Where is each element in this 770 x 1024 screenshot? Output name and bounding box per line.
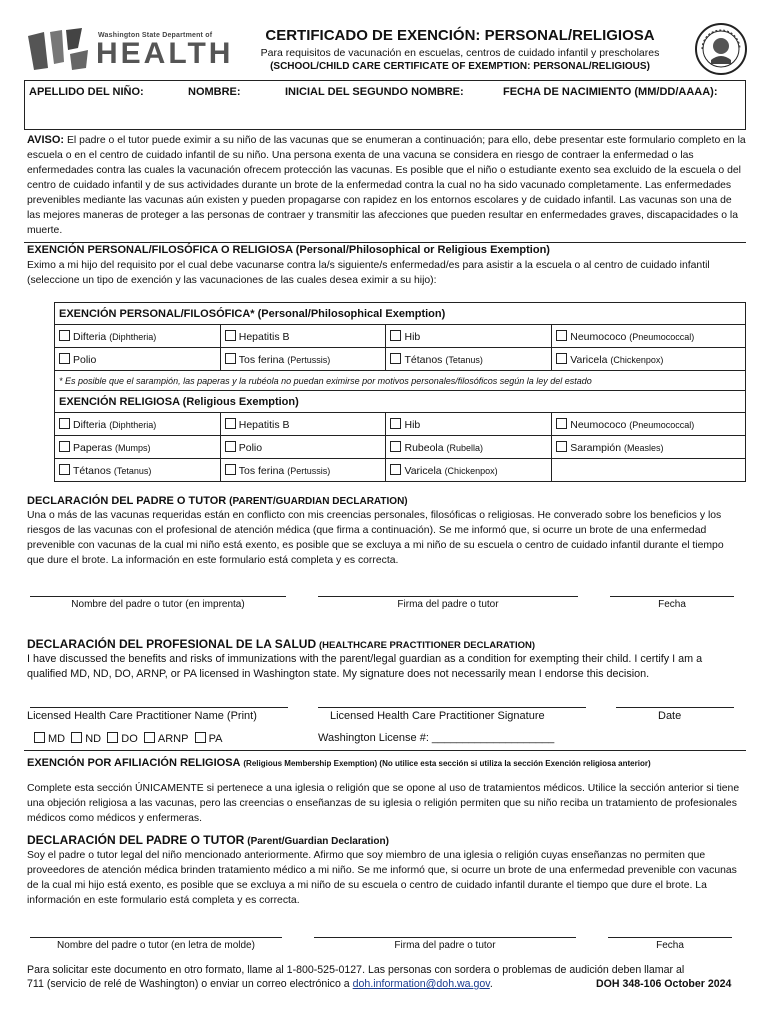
vaccine-name-english: (Pneumococcal) bbox=[629, 419, 695, 430]
last-name-label: APELLIDO DEL NIÑO: bbox=[29, 86, 144, 98]
license-number-field[interactable]: Washington License #: ____________________ bbox=[318, 732, 555, 744]
practitioner-name-label: Licensed Health Care Practitioner Name (Print) bbox=[27, 710, 257, 722]
checkbox-icon[interactable] bbox=[556, 330, 567, 341]
parent-signature-label: Firma del padre o tutor bbox=[397, 599, 499, 610]
vaccine-option[interactable] bbox=[386, 413, 552, 436]
birth-date-label: FECHA DE NACIMIENTO (MM/DD/AAAA): bbox=[503, 86, 718, 98]
practitioner-signature-label: Licensed Health Care Practitioner Signature bbox=[330, 710, 545, 722]
vaccine-option[interactable] bbox=[386, 348, 552, 371]
vaccine-name-english: (Pertussis) bbox=[287, 354, 331, 365]
vaccine-option[interactable] bbox=[55, 348, 221, 371]
vaccine-option[interactable] bbox=[220, 348, 386, 371]
parent-declaration2-heading bbox=[27, 833, 743, 849]
checkbox-icon[interactable] bbox=[225, 464, 236, 475]
vaccine-row bbox=[55, 436, 746, 459]
vaccine-row bbox=[55, 348, 746, 371]
vaccine-name: Difteria bbox=[73, 418, 107, 431]
parent-declaration2-title: DECLARACIÓN DEL PADRE O TUTOR bbox=[27, 833, 245, 847]
parent-name-label: Nombre del padre o tutor (en imprenta) bbox=[71, 599, 245, 610]
personal-exemption-header: EXENCIÓN PERSONAL/FILOSÓFICA* (Personal/Philosophical Exemption) bbox=[55, 303, 746, 325]
footer-line1: Para solicitar este documento en otro formato, llame al 1-800-525-0127. Las personas con sordera o problemas de audición deben llamar al bbox=[27, 964, 685, 976]
notice-label: AVISO: bbox=[27, 134, 65, 146]
credential-nd[interactable]: ND bbox=[71, 733, 101, 745]
form-subtitle: Para requisitos de vacunación en escuelas, centros de cuidado infantil y prescholares bbox=[260, 47, 660, 59]
checkbox-icon[interactable] bbox=[556, 418, 567, 429]
state-seal-icon bbox=[694, 22, 748, 76]
vaccine-name-english: (Pertussis) bbox=[287, 465, 331, 476]
checkbox-icon[interactable] bbox=[59, 353, 70, 364]
parent-declaration-text: Una o más de las vacunas requeridas están en conflicto con mis creencias personales, filosóficas o religiosas. He converado sobre los beneficios y los riesgos de las vacunas con el profesional de atención médica (que firma a continuación). Se me informó que, si ocurre un brote de una enfermedad prevenible con vacunas de la cual mi niño está exento, es posible que se excluya a mi niño de su escuela o centro de cuidado infantil durante el tiempo que dure el brote. La información en este formulario está completa y es correcta. bbox=[27, 510, 724, 566]
practitioner-date-label: Date bbox=[658, 710, 682, 722]
parent-signature-line[interactable] bbox=[318, 596, 578, 597]
exemption-intro: Eximo a mi hijo del requisito por el cual debe vacunarse contra la/s siguiente/s enfermedad/es para asistir a la escuela o al centro de cuidado infantil (seleccione un tipo de exención y las vacunaciones de las cuales desea eximir a su hijo): bbox=[27, 260, 710, 286]
vaccine-name: Varicela bbox=[404, 464, 442, 477]
checkbox-icon[interactable] bbox=[390, 418, 401, 429]
affiliation-heading bbox=[27, 756, 743, 771]
vaccine-name: Polio bbox=[73, 353, 97, 366]
vaccine-name-english: (Chickenpox) bbox=[610, 354, 664, 365]
checkbox-icon[interactable] bbox=[556, 353, 567, 364]
personal-exemption-rows bbox=[55, 325, 746, 371]
checkbox-icon[interactable] bbox=[195, 732, 206, 743]
practitioner-title: DECLARACIÓN DEL PROFESIONAL DE LA SALUD bbox=[27, 637, 317, 651]
footer-line2: 711 (servicio de relé de Washington) o enviar un correo electrónico a doh.information@doh.wa.gov. bbox=[27, 978, 493, 990]
credential-checkboxes bbox=[34, 732, 222, 745]
vaccine-name: Tos ferina bbox=[238, 464, 285, 477]
vaccine-name: Varicela bbox=[570, 353, 608, 366]
logo-big-text: HEALTH bbox=[96, 37, 234, 70]
vaccine-option[interactable] bbox=[220, 325, 386, 348]
vaccine-name: Rubeola bbox=[404, 441, 444, 454]
vaccine-name: Tétanos bbox=[73, 464, 111, 477]
vaccine-name-english: (Tetanus) bbox=[113, 465, 152, 476]
checkbox-icon[interactable] bbox=[390, 353, 401, 364]
email-link[interactable]: doh.information@doh.wa.gov bbox=[352, 978, 490, 990]
parent2-date-label: Fecha bbox=[656, 940, 684, 951]
credential-do[interactable]: DO bbox=[107, 733, 138, 745]
checkbox-icon[interactable] bbox=[59, 330, 70, 341]
vaccine-option[interactable] bbox=[55, 325, 221, 348]
practitioner-heading bbox=[27, 637, 743, 653]
checkbox-icon[interactable] bbox=[59, 464, 70, 475]
exemption-title: EXENCIÓN PERSONAL/FILOSÓFICA O RELIGIOSA (Personal/Philosophical or Religious Exemption) bbox=[27, 244, 550, 256]
parent2-signature-line[interactable] bbox=[314, 937, 576, 938]
vaccine-option[interactable] bbox=[55, 459, 221, 482]
vaccine-row bbox=[55, 325, 746, 348]
checkbox-icon[interactable] bbox=[71, 732, 82, 743]
checkbox-icon[interactable] bbox=[225, 353, 236, 364]
credential-md[interactable]: MD bbox=[34, 733, 65, 745]
checkbox-icon[interactable] bbox=[225, 418, 236, 429]
checkbox-icon[interactable] bbox=[107, 732, 118, 743]
form-title: CERTIFICADO DE EXENCIÓN: PERSONAL/RELIGIOSA bbox=[265, 27, 655, 44]
checkbox-icon[interactable] bbox=[390, 330, 401, 341]
child-info-box bbox=[24, 80, 746, 130]
parent2-name-label: Nombre del padre o tutor (en letra de molde) bbox=[57, 940, 255, 951]
vaccine-name: Tos ferina bbox=[238, 353, 285, 366]
practitioner-signature-line[interactable] bbox=[318, 707, 586, 708]
checkbox-icon[interactable] bbox=[59, 441, 70, 452]
parent-declaration-title: DECLARACIÓN DEL PADRE O TUTOR bbox=[27, 495, 227, 507]
vaccine-name-english: (Chickenpox) bbox=[444, 465, 498, 476]
vaccine-option[interactable] bbox=[55, 436, 221, 459]
parent-date-line[interactable] bbox=[610, 596, 734, 597]
form-id: DOH 348-106 October 2024 bbox=[596, 978, 732, 990]
parent-name-line[interactable] bbox=[30, 596, 286, 597]
vaccine-name: Sarampión bbox=[570, 441, 622, 454]
vaccine-option[interactable] bbox=[220, 459, 386, 482]
middle-initial-label: INICIAL DEL SEGUNDO NOMBRE: bbox=[285, 86, 464, 98]
vaccine-option[interactable] bbox=[220, 436, 386, 459]
credential-pa[interactable]: PA bbox=[195, 733, 223, 745]
parent-date-label: Fecha bbox=[658, 599, 686, 610]
parent2-name-line[interactable] bbox=[30, 937, 282, 938]
vaccine-name: Hepatitis B bbox=[238, 418, 290, 431]
checkbox-icon[interactable] bbox=[225, 441, 236, 452]
practitioner-date-line[interactable] bbox=[616, 707, 734, 708]
vaccine-name: Hib bbox=[404, 418, 421, 431]
checkbox-icon[interactable] bbox=[390, 464, 401, 475]
parent2-signature-label: Firma del padre o tutor bbox=[394, 940, 496, 951]
logo-small-text: Washington State Department of bbox=[98, 32, 213, 39]
section-divider bbox=[24, 750, 746, 751]
vaccine-name-english: (Diphtheria) bbox=[109, 331, 157, 342]
affiliation-title-en: (Religious Membership Exemption) (No utilice esta sección si utiliza la sección Exención religiosa anterior) bbox=[243, 759, 651, 768]
vaccine-name: Polio bbox=[238, 441, 263, 454]
vaccine-name-english: (Tetanus) bbox=[445, 354, 483, 365]
parent-declaration-title-en: (PARENT/GUARDIAN DECLARATION) bbox=[229, 496, 408, 507]
vaccine-name: Hepatitis B bbox=[238, 330, 290, 343]
vaccine-option[interactable] bbox=[552, 436, 746, 459]
practitioner-title-en: (HEALTHCARE PRACTITIONER DECLARATION) bbox=[319, 640, 536, 651]
personal-exemption-note: * Es posible que el sarampión, las paperas y la rubéola no puedan eximirse por motivos personales/filosóficos según la ley del estado bbox=[55, 371, 746, 391]
vaccine-row bbox=[55, 413, 746, 436]
vaccine-name: Paperas bbox=[73, 441, 113, 454]
checkbox-icon[interactable] bbox=[59, 418, 70, 429]
parent-declaration2-text: Soy el padre o tutor legal del niño mencionado anteriormente. Afirmo que soy miembro de una iglesia o religión cuyas enseñanzas no permiten que proveedores de atención médica brinden tratamiento médico a mi niño. Se me informó que, si ocurre un brote de una enfermedad prevenible con vacunas de la cual mi hijo está exento, es posible que se excluya a mi niño de su escuela o centro de cuidado infantil durante el tiempo que dure el brote. La información en este formulario está completa y es correcta. bbox=[27, 850, 737, 906]
vaccine-name: Neumococo bbox=[570, 330, 627, 343]
vaccine-option[interactable] bbox=[55, 413, 221, 436]
doh-logo-icon bbox=[26, 28, 92, 72]
vaccine-name: Neumococo bbox=[570, 418, 627, 431]
exemption-table bbox=[54, 302, 746, 482]
checkbox-icon[interactable] bbox=[390, 441, 401, 452]
vaccine-name: Difteria bbox=[73, 330, 107, 343]
vaccine-name: Hib bbox=[404, 330, 421, 343]
vaccine-option[interactable] bbox=[552, 348, 746, 371]
credential-arnp[interactable]: ARNP bbox=[144, 733, 189, 745]
affiliation-text: Complete esta sección ÚNICAMENTE si pertenece a una iglesia o religión que se opone al uso de tratamientos médicos. Utilice la sección anterior si tiene una objeción religiosa a las vacunas, pero las creencias o enseñanzas de su iglesia o religión permiten que su niño reciba un tratamiento de profesionales médicos como médicos y enfermeras. bbox=[27, 783, 740, 824]
vaccine-name-english: (Measles) bbox=[623, 442, 664, 453]
religious-exemption-rows bbox=[55, 413, 746, 482]
vaccine-option[interactable] bbox=[386, 436, 552, 459]
vaccine-option[interactable] bbox=[552, 325, 746, 348]
parent-declaration-heading bbox=[27, 494, 743, 509]
practitioner-text: I have discussed the benefits and risks of immunizations with the parent/legal guardian as a condition for exempting their child. I certify I am a qualified MD, ND, DO, ARNP, or PA licensed in Washington state. My signature does not necessarily mean I endorse this decision. bbox=[27, 653, 703, 680]
form-subtitle-english: (SCHOOL/CHILD CARE CERTIFICATE OF EXEMPTION: PERSONAL/RELIGIOUS) bbox=[270, 61, 650, 72]
practitioner-name-line[interactable] bbox=[30, 707, 288, 708]
vaccine-name-english: (Rubella) bbox=[446, 442, 484, 453]
parent2-date-line[interactable] bbox=[608, 937, 732, 938]
checkbox-icon[interactable] bbox=[556, 441, 567, 452]
vaccine-option[interactable] bbox=[552, 413, 746, 436]
notice-text: El padre o el tutor puede eximir a su niño de las vacunas que se enumeran a continuación; para ello, debe presentar este formulario completo en la escuela o en el centro de cuidado infantil de su niño. Una persona exenta de una vacuna se considera en riesgo de contraer la enfermedad o las enfermedades contra las cuales la vacunación ofrecem protección las vacunas. Es posible que el niño o estudiante exento sea excluido de la escuela o del centro de cuidado infantil y de sus actividades durante un brote de la enfermedad contra la cual no ha sido vacunado completamente. Las enfermedades prevenibles mediante las vacunas aún existen y pueden propagarse con rapidez en los entornos escolares y de cuidado infantil. Las vacunas son una de las mejores maneras de proteger a las personas de contraer y transmitir las afecciones que pueden resultar en enfermedades graves, discapacidades o la muerte. bbox=[27, 135, 746, 236]
vaccine-option[interactable] bbox=[386, 459, 552, 482]
religious-exemption-header: EXENCIÓN RELIGIOSA (Religious Exemption) bbox=[55, 391, 746, 413]
checkbox-icon[interactable] bbox=[144, 732, 155, 743]
checkbox-icon[interactable] bbox=[225, 330, 236, 341]
vaccine-option[interactable] bbox=[220, 413, 386, 436]
vaccine-name-english: (Diphtheria) bbox=[109, 419, 157, 430]
checkbox-icon[interactable] bbox=[34, 732, 45, 743]
vaccine-option[interactable] bbox=[386, 325, 552, 348]
notice-paragraph bbox=[24, 133, 746, 243]
vaccine-name-english: (Pneumococcal) bbox=[629, 331, 695, 342]
vaccine-row bbox=[55, 459, 746, 482]
first-name-label: NOMBRE: bbox=[188, 86, 241, 98]
vaccine-name-english: (Mumps) bbox=[115, 442, 151, 453]
empty-cell bbox=[552, 459, 746, 482]
parent-declaration2-title-en: (Parent/Guardian Declaration) bbox=[247, 836, 389, 847]
vaccine-name: Tétanos bbox=[404, 353, 443, 366]
affiliation-title: EXENCIÓN POR AFILIACIÓN RELIGIOSA bbox=[27, 757, 241, 769]
